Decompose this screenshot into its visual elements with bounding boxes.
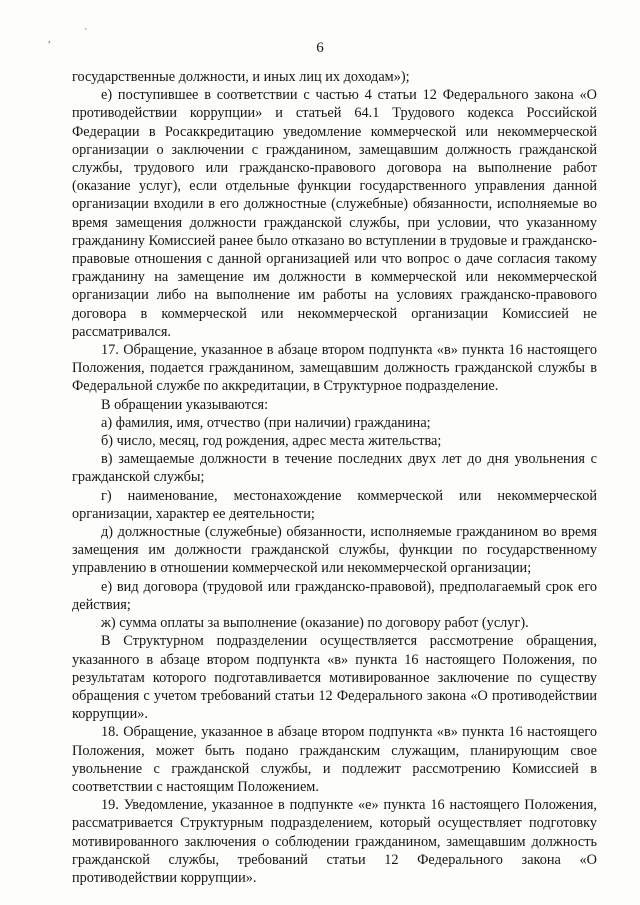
paragraph: а) фамилия, имя, отчество (при наличии) гражданина;: [101, 414, 431, 431]
paragraph: б) число, месяц, год рождения, адрес места жительства;: [101, 433, 442, 450]
scan-mark: ,: [48, 34, 51, 45]
scan-mark: `: [84, 28, 88, 39]
paragraph: В обращении указываются:: [101, 396, 269, 413]
paragraph: государственные должности, и иных лиц их доходам»);: [72, 69, 410, 85]
paragraph: В Структурном подразделении осуществляется рассмотрение обращения, указанного в абзаце втором подпункта «в» пункта 16 настоящего Положения, по результатам которого подготавливается мотивированное заключение по существу обращения с учетом требований статьи 12 Федерального закона «О противодействии коррупции».: [72, 633, 597, 723]
paragraph: 19. Уведомление, указанное в подпункте «е» пункта 16 настоящего Положения, рассматривается Структурным подразделением, который осуществляет подготовку мотивированного заключения о соблюдении гражданином, замещавшим должность гражданской службы, требований статьи 12 Федерального закона «О противодействии коррупции».: [72, 797, 597, 886]
paragraph: 17. Обращение, указанное в абзаце втором подпункта «в» пункта 16 настоящего Положения, подается гражданином, замещавшим должность гражданской службы в Федеральной службе по аккредитации, в Структурное подразделение.: [72, 342, 597, 395]
paragraph: г) наименование, местонахождение коммерческой или некоммерческой организации, характер ее деятельности;: [72, 487, 597, 522]
paragraph: д) должностные (служебные) обязанности, исполняемые гражданином во время замещения им должности гражданской службы, функции по государственному управлению в отношении коммерческой или некоммерческой организации;: [72, 524, 597, 577]
paragraph: в) замещаемые должности в течение последних двух лет до дня увольнения с гражданской службы;: [72, 451, 597, 486]
paragraph: е) вид договора (трудовой или гражданско-правовой), предполагаемый срок его действия;: [72, 578, 597, 613]
paragraph: 18. Обращение, указанное в абзаце втором подпункта «в» пункта 16 настоящего Положения, может быть подано гражданским служащим, планирующим свое увольнение с гражданской службы, и подлежит рассмотрению Комиссией в соответствии с настоящим Положением.: [72, 724, 597, 795]
paragraph: ж) сумма оплаты за выполнение (оказание) по договору работ (услуг).: [101, 615, 529, 632]
paragraph: е) поступившее в соответствии с частью 4 статьи 12 Федерального закона «О противодействии коррупции» и статьей 64.1 Трудового кодекса Российской Федерации в Росаккредитацию уведомление коммерческой или некоммерческой организации о заключении с гражданином, замещавшим должность гражданской службы, трудового или гражданско-правового договора на выполнение работ (оказание услуг), если отдельные функции государственного управления данной организации входили в его должностные (служебные) обязанности, исполняемые во время замещения должности гражданской службы, при условии, что указанному гражданину Комиссией ранее было отказано во вступлении в трудовые и гражданско-правовые отношения с данной организацией или что вопрос о даче согласия такому гражданину на замещение им должности в коммерческой или некоммерческой организации либо на выполнение им работы на условиях гражданско-правового договора в коммерческой или некоммерческой организации Комиссией не рассматривался.: [72, 87, 597, 340]
body-text: [72, 68, 597, 887]
page-number: 6: [316, 40, 324, 56]
